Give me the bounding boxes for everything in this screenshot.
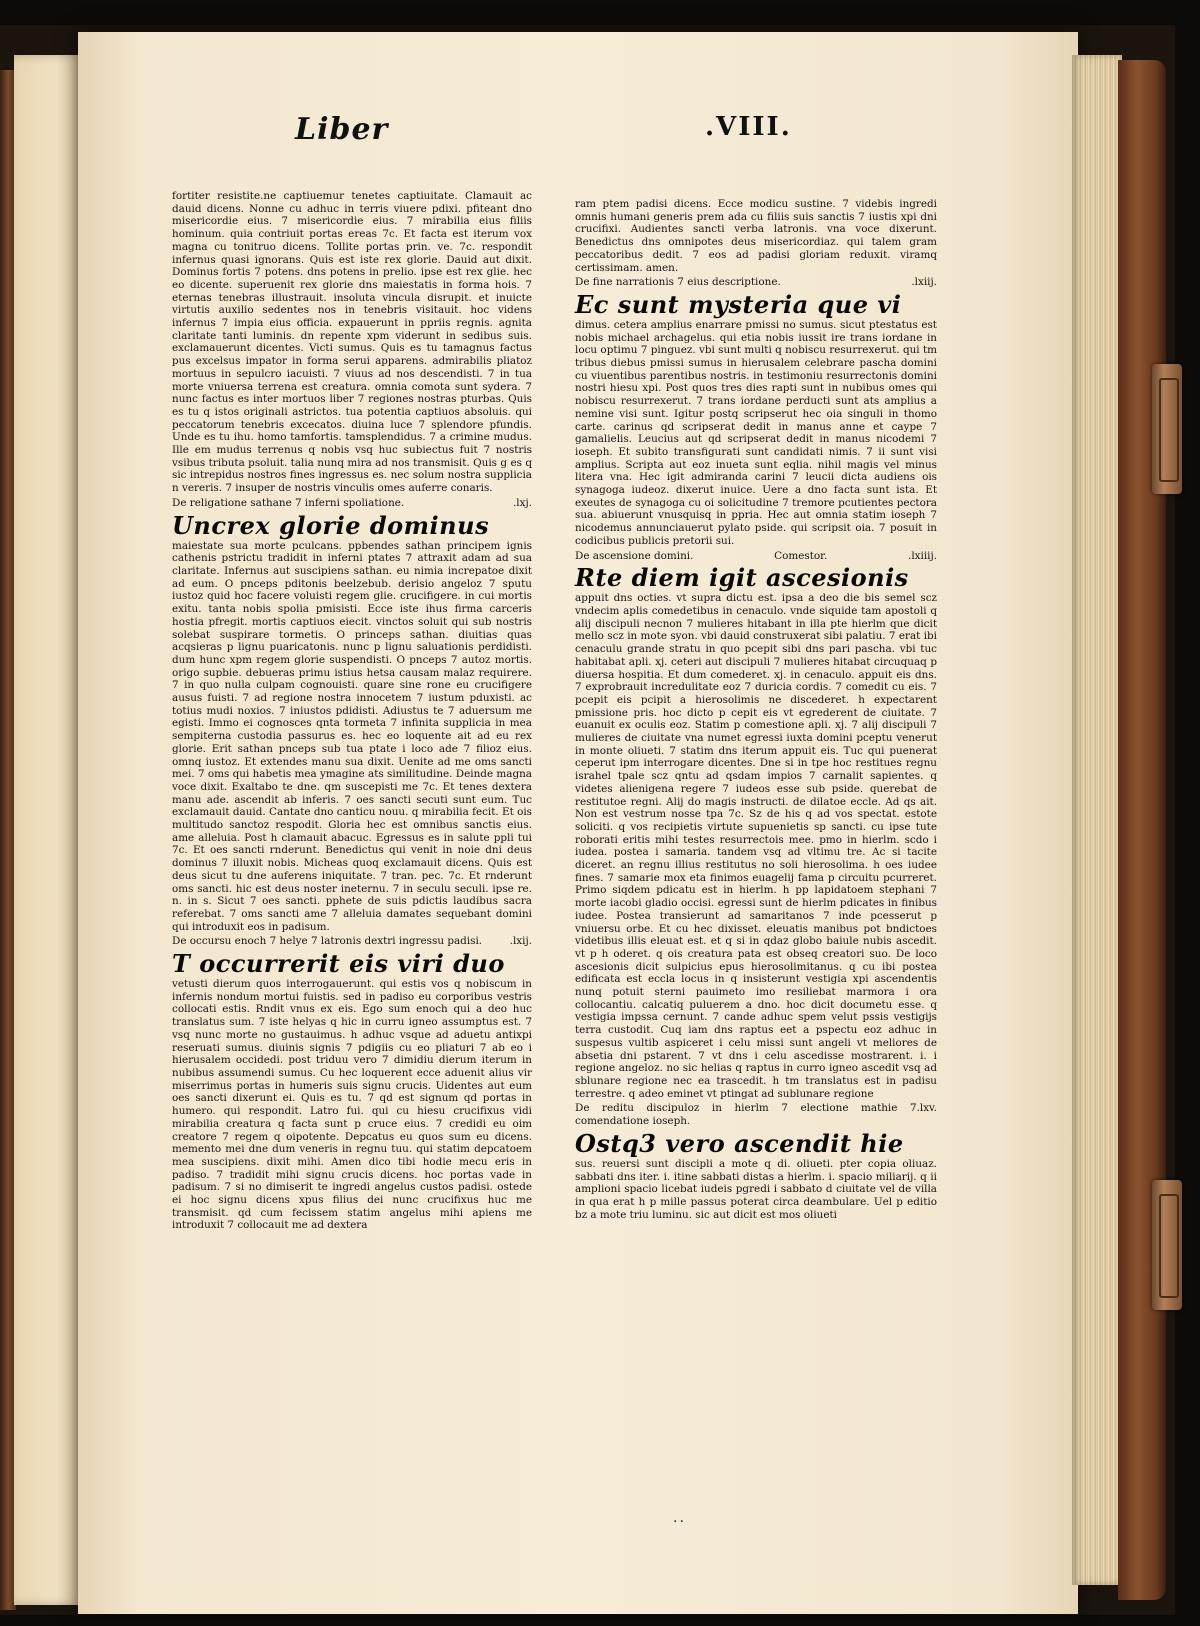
body-text: maiestate sua morte pculcans. ppbendes sathan principem ignis cathenis pstrictu tradidit in inferni ptates 7 attraxit adam ad sua claritate. Infernus aut suscipiens sathan. eu nimia increpatoe dixit ad eum. O pnceps pditonis beelzebub. derisio angeloz 7 sputu iustoz quid hoc facere voluisti regem glie. crucifigere. in cui mortis exitu. tanta nobis spolia pmisisti. Ecce iste ihus firma carceris hostia pfregit. mortis captiuos eiecit. vinctos soluit qui sub nostris solebat suspirare tormetis. O princeps sathan. diuitias quas acqsieras p lignu puaricatonis. nunc p lignu saluationis perdidisti. dum hunc xpm regem glorie suspendisti. O pnceps 7 autoz mortis. origo supbie. debueras primu istius hetsa causam malaz requirere. 7 in quo nulla culpam cognouisti. quare sine rone eu crucifigere ausus fuisti. 7 ad regione nostra innocetem 7 iustum pduxisti. ac totius mudi noxios. 7 iniustos pdidisti. Adiustus te 7 aduersum me egisti. Immo ei cognosces qnta tormeta 7 infinita supplicia in mea sempiterna custodia passurus es. hec eo loquente ait ad eu rex glorie. Erit sathan pnceps sub tua ptate i loco ade 7 filioz eius. omnq iustoz. Et extendes manu sua dixit. Uenite ad me oms sancti mei. 7 oms qui habetis mea ymagine ats similitudine. Deinde magna voce dixit. Exaltabo te dne. qm suscepisti me 7c. Et tenes dextera manu ade. ascendit ab inferis. 7 oes sancti secuti sunt eum. Tuc exclamauit dauid. Cantate dno canticu nouu. q mirabilia fecit. Et ois multitudo sanctoz respodit. Gloria hec est omnibus sanctis eius. ame alleluia. Post h clamauit abacuc. Egressus es in salute ppli tui 7c. Et oes sancti rnderunt. Benedictus qui venit in noie dni deus dominus 7 illuxit nobis. Micheas quoq exclamauit dicens. Quis est deus sicut tu dne auferens iniquitate. 7 tran. pec. 7c. Et rnderunt oms sancti. hic est deus noster ineternu. 7 in seculu seculi. ipse re. n. in s. Sicut 7 oes sancti. pphete de suis pdictis laudibus sacra referebat. 7 oms sancti ame 7 alleluia damates sequebant domini qui introduxit eos in padisum.: [172, 539, 533, 933]
left-text-column: [172, 190, 532, 1232]
left-page-edge: [14, 55, 84, 1605]
incipit-heading: Uncrex glorie dominus: [172, 510, 490, 540]
chapter-heading: [575, 1102, 937, 1127]
body-text: ram ptem padisi dicens. Ecce modicu sustine. 7 videbis ingredi omnis humani generis prem ada cu filiis suis sanctis 7 iustis xpi dni crucifixi. Audientes sancti verba latronis. vna voce dixerunt. Benedictus dns omnipotes deus misericordiaz. qui talem gram peccatoribus dedit. 7 eos ad padisi gloriam reduxit. viramq certissimam. amen.: [575, 198, 937, 274]
body-text: fortiter resistite.ne captiuemur tenetes captiuitate. Clamauit ac dauid dicens. Nonne cu adhuc in terris viuere pdixi. pfiteant dno misericordie eius. 7 misericordie eius. 7 mirabilia eius filiis hominum. quia contriuit portas ereas 7c. Et facta est iterum vox magna cu tonitruo dicens. Tollite portas prin. ve. 7c. respondit infernus quasi ignorans. Quis est iste rex glorie. Dauid aut dixit. Dominus fortis 7 potens. dns potens in prelio. ipse est rex glie. hec eo dicente. superuenit rex glorie dns maiestatis in forma hois. 7 eternas tenebras illustrauit. insoluta vincula disrupit. et inuicte virtutis auxilio sedentes nos in tenebris visitauit. hoc videns infernus 7 impia eius officia. expauerunt in ppriis regnis. agnita claritate tanti luminis. dn repente xpm viderunt in sedibus suis. exclamauerunt dicentes. Victi sumus. Quis es tu tamagnus factus pus excelsus impator in forma serui apparens. admirabilis pliatoz mortuus in sepulcro iacuisti. 7 viuus ad nos descendisti. 7 in tua morte vniuersa terrena est creatura. omnia comota sunt sydera. 7 nunc factus es inter mortuos liber 7 regiones nostras pturbas. Quis es tu q istos originali astrictos. tua potentia captiuos absoluis. qui peccatorum tenebris excecatos. diuina luce 7 splendore pfundis. Unde es tu ihu. homo tamfortis. tamsplendidus. 7 a crimine mudus. Ille em mudus terrenus q nobis vsq huc subiectus fuit 7 nostris vsibus tributa psoluit. talia nunq mira ad nos transmisit. Quis g es q sic intrepidus nostros fines ingressus es. nec solum nostra supplicia n vereris. 7 insuper de nostris vinculis omes auferre conaris.: [172, 190, 532, 495]
chapter-number: .lxv.: [916, 1102, 937, 1115]
chapter-heading: [172, 935, 532, 948]
chapter-number: .lxiij.: [911, 276, 937, 289]
incipit-heading: Ostq3 vero ascendit hie: [575, 1128, 904, 1158]
incipit-heading: Ec sunt mysteria que vi: [575, 289, 902, 319]
incipit-heading: T occurrerit eis viri duo: [172, 949, 505, 979]
body-text: appuit dns octies. vt supra dictu est. ipsa a deo die bis semel scz vndecim aplis comedetibus in cenaculo. vnde siquide tam apostoli q alij discipuli necnon 7 mulieres hitabant in illa pte hierlm que dicit mello scz in mote syon. vbi dauid construxerat sibi palatiu. 7 erat ibi cenaculu grande stratu in quo pcepit sibi dns pari pascha. vbi tuc habitabat apli. xj. ceteri aut discipuli 7 mulieres hitabat circuquaq p diuersa hospitia. Et dum comederet. xj. in cenaculo. appuit eis dns. 7 exprobrauit incredulitate eoz 7 duricia cordis. 7 comedit cu eis. 7 pcepit eis pcipit a hierosolimis ne discederet. h expectarent pmissione pris. hoc dicto p cepit eis vt egrederent de ciuitate. 7 euanuit ex oculis eoz. Statim p comestione apli. xj. 7 alij discipuli 7 mulieres de ciuitate vna numet egressi iuxta domini pceptu venerut in monte oliueti. 7 statim dns iterum appuit eis. Tuc qui puenerat ceperut ipm interrogare dicentes. Dne si in tpe hoc restitues regnu israhel tpale scz qntu ad qsdam impios 7 carnalit sapientes. q videtes alienigena regere 7 iudeos esse sub pside. querebat de restitutoe regni. Alij do magis instructi. de dilatoe eccle. Ad qs ait. Non est vestrum nosse tpa 7c. Sz de his q ad vos spectat. estote soliciti. q vos recipietis virtute supuenietis sp sancti. cu ipse tute roborati eritis mihi testes resurrectois mee. pmo in hierlm. scdo i iudea. postea i samaria. tandem vsq ad vltimu tre. Ac si tacite diceret. an regnu illius restitutus no soli hierosolima. h oes iudee fines. 7 samarie mox eta finimos euagelij fama p circuitu pcurreret. Primo siqdem pdicatu est in hierlm. h pp lapidatoem stephani 7 morte iacobi gladio occisi. egressi sunt de hierlm pdicates in finibus iudee. Postea transierunt ad samaritanos 7 inde pcesserut p vniuersu orbe. Et cu hec dixisset. eleuatis manibus pot bndictoes videtibus illis eleuat est. et q si in qdaz globo baiule nubis ascedit. vt p h oderet. q ois creatura pata est obseq creatori suo. De loco ascesionis dicit sulpicius epus hierosolimitanus. q cu ibi postea edificata est eccla locus in q insisterunt vestigia xpi ascendentis nunq potuit sterni pauimeto imo resiliebat marmora i ora collocantiu. calcatiq puluerem a dno. hoc dicit documetu esse. q vestigia impssa cernunt. 7 cande adhuc spem velut pssis vestigijs terra custodit. Cuq iam dns raptus eet a pspectu eoz adhuc in suspesus vultib aspiceret i celu missi sunt angeli vt meliores de absetia dni pstarent. 7 vt dns i celu ascedisse mostrarent. i. i regione angeloz. no sic helias q raptus in curro igneo ascedit vsq ad sblunare regione nec ea trascedit. h tm translatus est in padisu terrestre. q adeo eminet vt ptingat ad sublunare regione: [575, 592, 937, 1100]
running-head-right: .VIII.: [705, 112, 792, 142]
right-page-edges: [1072, 55, 1122, 1585]
chapter-number: .lxij.: [509, 935, 532, 948]
chapter-title: De ascensione domini.: [575, 549, 694, 562]
chapter-heading: [172, 497, 532, 510]
signature-mark: ..: [673, 1510, 686, 1526]
upper-clasp: [1152, 364, 1182, 494]
body-text: sus. reuersi sunt discipli a mote q di. oliueti. pter copia oliuaz. sabbati dns iter. i. itine sabbati distas a hierlm. i. spacio miliarij. q ii amplioni spacio licebat iudeis pgredi i sabbato d ciuitate vel de villa in qua erat h p mille passus poterat circa deambulare. Uel p editio bz a mote triu luminu. sic aut dicit est mos oliueti: [575, 1157, 937, 1221]
chapter-number: .lxj.: [512, 496, 532, 509]
chapter-number: .lxiiij.: [908, 549, 937, 562]
body-text: vetusti dierum quos interrogauerunt. qui estis vos q nobiscum in infernis nondum mortui fuistis. sed in padiso eu corporibus vestris collocati estis. Rndit vnus ex eis. Ego sum enoch qui a deo huc translatus sum. 7 iste helyas q hic in curru igneo assumptus est. 7 vsq nunc morte no gustauimus. h adhuc vsque ad aduetu antixpi reseruati sumus. diuinis signis 7 pdigiis cu eo pliaturi 7 ab eo i hierusalem occidedi. post triduu vero 7 dimidiu dierum iterum in nubibus assumendi sumus. Cu hec loquerent ecce aduenit alius vir miserrimus portas in humeris suis signu crucis. Uidentes aut eum oes sancti dixerunt ei. Quis es tu. 7 qd est signum qd portas in humero. qui respondit. Latro fui. qui cu hiesu crucifixus vidi mirabilia creatura q facta sunt p cruce eius. 7 credidi eu oim creatore 7 regem q oipotente. Depcatus eu quos sum eu dicens. memento mei dne dum veneris in regnu tuu. qui statim depcatoem mea suscipiens. dixit mihi. Amen dico tibi hodie mecu eris in padiso. 7 tradidit mihi signu crucis dicens. hoc portas vade in padisum. 7 si no dimiserit te ingredi angelus custos padisi. ostede ei hoc signu dicens xpus filius dei nunc crucifixus huc me transmisit. qd cum fecissem statim angelus mihi apiens me introduxit 7 collocauit me ad dextera: [172, 978, 532, 1232]
body-text: dimus. cetera amplius enarrare pmissi no sumus. sicut ptestatus est nobis michael archagelus. qui etia nobis iussit ire trans iordane in locu optimu 7 pinguez. vbi sunt multi q nobiscu resurrexerut. qui tm tribus diebus pmissi sumus in hierusalem celebrare pascha domini cu viuentibus parentibus nostris. in testimoniu resurrectonis domini nostri hiesu xpi. Post quos tres dies rapti sunt in nubibus omes qui nobiscu resurrexerut. 7 trans iordane perducti sunt ats amplius a nemine visi sunt. Igitur postq scripserut hec oia singuli in thomo carte. carinus qd scripserat dedit in manus anne et caype 7 gamalielis. Leucius aut qd scripserat dedit in manus nicodemi 7 ioseph. Et subito transfigurati sunt candidati nimis. 7 ii sunt visi amplius. Scripta aut eoz inueta sunt eqlia. nihil magis vel minus litera vna. Hec igit admiranda carini 7 leucii dicta audiens ois synagoga iudeoz. dixerut inuice. Uere a dno facta sunt ista. Et exeutes de synagoga cu oi solicitudine 7 tremore pcutientes pectora sua. abiuerunt vnusquisq in ppria. Hec aut omnia statim ioseph 7 nicodemus annunciauerut pylato pside. qui scripsit oia. 7 posuit in codicibus publicis pretorii sui.: [575, 318, 937, 547]
chapter-title: De religatione sathane 7 inferni spoliatione.: [172, 496, 405, 509]
chapter-title: De reditu discipuloz in hierlm 7 electione mathie 7 comendatione ioseph.: [575, 1102, 917, 1128]
lower-clasp: [1152, 1180, 1182, 1310]
chapter-title: De occursu enoch 7 helye 7 latronis dextri ingressu padisi.: [172, 935, 483, 948]
chapter-title: De fine narrationis 7 eius descriptione.: [575, 276, 781, 289]
right-text-column: [575, 198, 937, 1221]
right-cover-board: [1118, 60, 1166, 1600]
chapter-heading: [575, 550, 937, 563]
running-head-left: Liber: [295, 112, 389, 147]
chapter-source: Comestor.: [774, 549, 828, 562]
chapter-heading: [575, 276, 937, 289]
incipit-heading: Rte diem igit ascesionis: [575, 563, 909, 593]
